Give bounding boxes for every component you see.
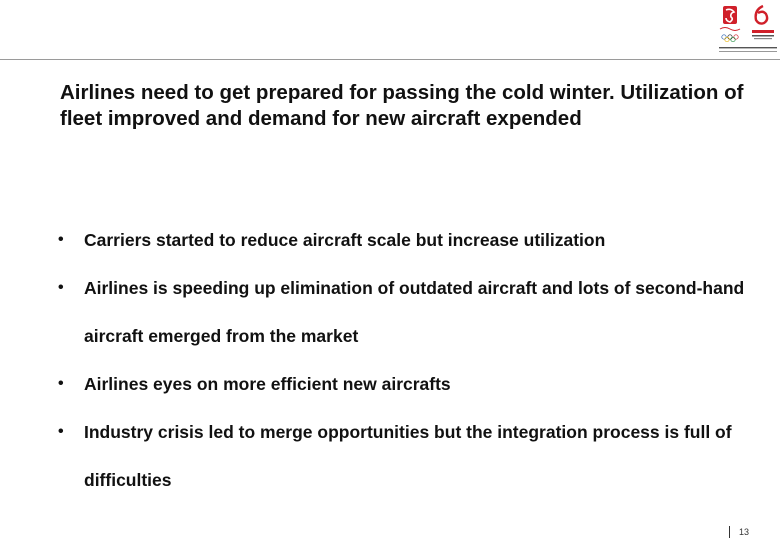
- slide-title: Airlines need to get prepared for passing the cold winter. Utilization of fleet improved and demand for new aircraft expended: [60, 81, 744, 130]
- bullet-marker: •: [58, 231, 64, 248]
- bullet-text: Carriers started to reduce aircraft scale but increase utilization: [84, 230, 606, 250]
- bullet-text: Industry crisis led to merge opportunities but the integration process is full of difficulties: [84, 422, 732, 490]
- logo-caption-graphic: [719, 46, 777, 54]
- header-divider: [0, 59, 780, 60]
- bullet-item: [58, 408, 758, 504]
- bullet-item: [58, 360, 758, 408]
- header-bar: [0, 0, 780, 60]
- bullet-text: Airlines is speeding up elimination of outdated aircraft and lots of second-hand aircraft emerged from the market: [84, 278, 745, 346]
- bullet-marker: •: [58, 423, 64, 440]
- bullet-text: Airlines eyes on more efficient new aircrafts: [84, 374, 451, 394]
- bullet-list: [58, 216, 758, 504]
- bullet-marker: •: [58, 279, 64, 296]
- footer-divider: [729, 526, 730, 538]
- beijing-2008-emblem-icon: [716, 4, 744, 44]
- air-china-logo-icon: [748, 4, 778, 44]
- bullet-item: [58, 264, 758, 360]
- bullet-item: [58, 216, 758, 264]
- bullet-marker: •: [58, 375, 64, 392]
- page-number: 13: [739, 527, 750, 537]
